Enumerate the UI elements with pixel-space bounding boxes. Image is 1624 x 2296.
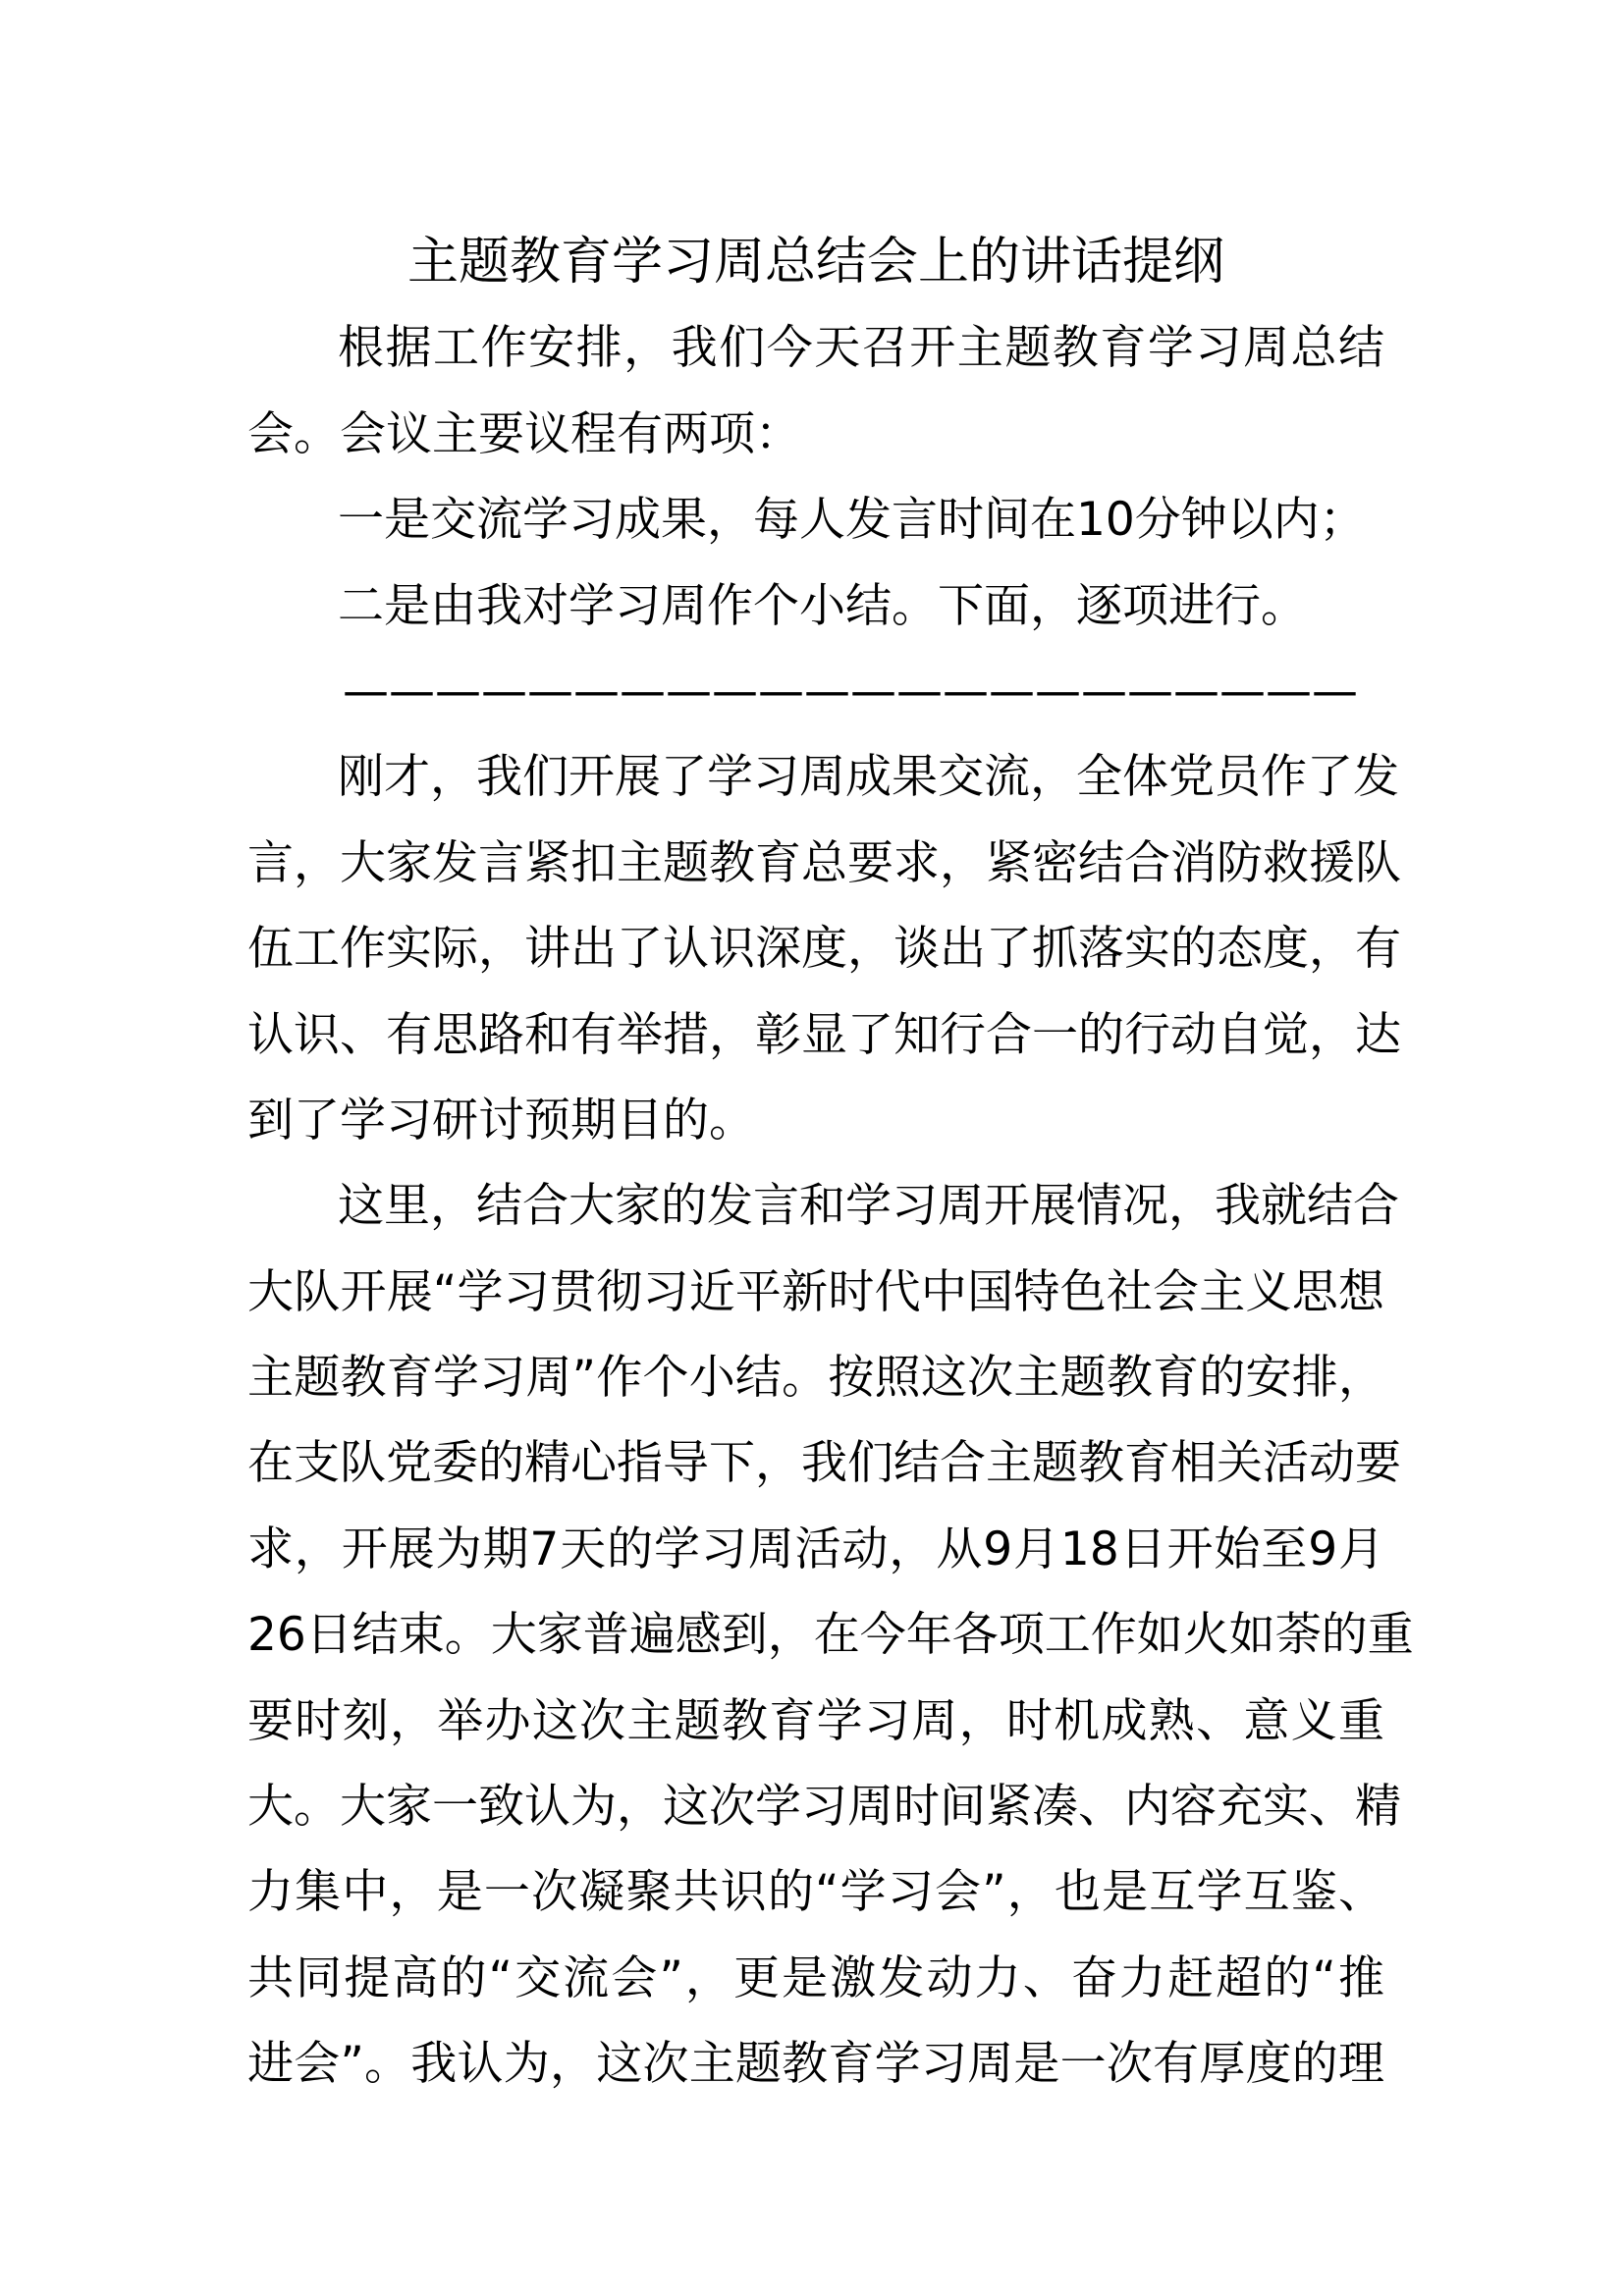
document-title: 主题教育学习周总结会上的讲话提纲 (406, 233, 1224, 292)
paragraph-line: 求，开展为期7天的学习周活动，从9月18日开始至9月 (247, 1522, 1384, 1576)
paragraph (247, 1163, 1414, 2107)
paragraph-line: 刚才，我们开展了学习周成果交流，全体党员作了发 (338, 750, 1399, 805)
paragraph-line: 主题教育学习周”作个小结。按照这次主题教育的安排， (247, 1351, 1384, 1406)
paragraph-line: 伍工作实际，讲出了认识深度，谈出了抓落实的态度，有 (247, 922, 1401, 977)
paragraph-line: 到了学习研讨预期目的。 (247, 1093, 755, 1148)
paragraph (247, 477, 1384, 562)
paragraph-line: 力集中，是一次凝聚共识的“学习会”，也是互学互鉴、 (247, 1865, 1384, 1920)
paragraph-line: 进会”。我认为，这次主题教育学习周是一次有厚度的理 (247, 2037, 1384, 2092)
paragraph-line: 大队开展“学习贯彻习近平新时代中国特色社会主义思想 (247, 1264, 1384, 1319)
paragraph-line: 会。会议主要议程有两项： (247, 406, 801, 461)
paragraph (247, 563, 1384, 649)
paragraph-line: 言，大家发言紧扣主题教育总要求，紧密结合消防救援队 (247, 835, 1401, 890)
paragraph-line: 根据工作安排，我们今天召开主题教育学习周总结 (338, 321, 1384, 376)
paragraph (247, 305, 1384, 477)
paragraph-line: 这里，结合大家的发言和学习周开展情况，我就结合 (338, 1179, 1399, 1234)
paragraph-line: 二是由我对学习周作个小结。下面，逐项进行。 (338, 578, 1307, 633)
document-body (247, 220, 1414, 2108)
paragraph-line: 一是交流学习成果，每人发言时间在10分钟以内； (338, 493, 1366, 548)
paragraph-line: 共同提高的“交流会”，更是激发动力、奋力赶超的“推 (247, 1950, 1384, 2005)
paragraph-line: 要时刻，举办这次主题教育学习周，时机成熟、意义重 (247, 1693, 1384, 1748)
paragraph (247, 734, 1401, 1163)
paragraph-line: 在支队党委的精心指导下，我们结合主题教育相关活动要 (247, 1436, 1401, 1491)
paragraph-line: 认识、有思路和有举措，彰显了知行合一的行动自觉，达 (247, 1007, 1401, 1062)
paragraph-line: 大。大家一致认为，这次学习周时间紧凑、内容充实、精 (247, 1780, 1401, 1835)
separator-line: —————————————————————— (343, 664, 1358, 719)
paragraph-line: 26日结束。大家普遍感到，在今年各项工作如火如荼的重 (247, 1608, 1414, 1663)
